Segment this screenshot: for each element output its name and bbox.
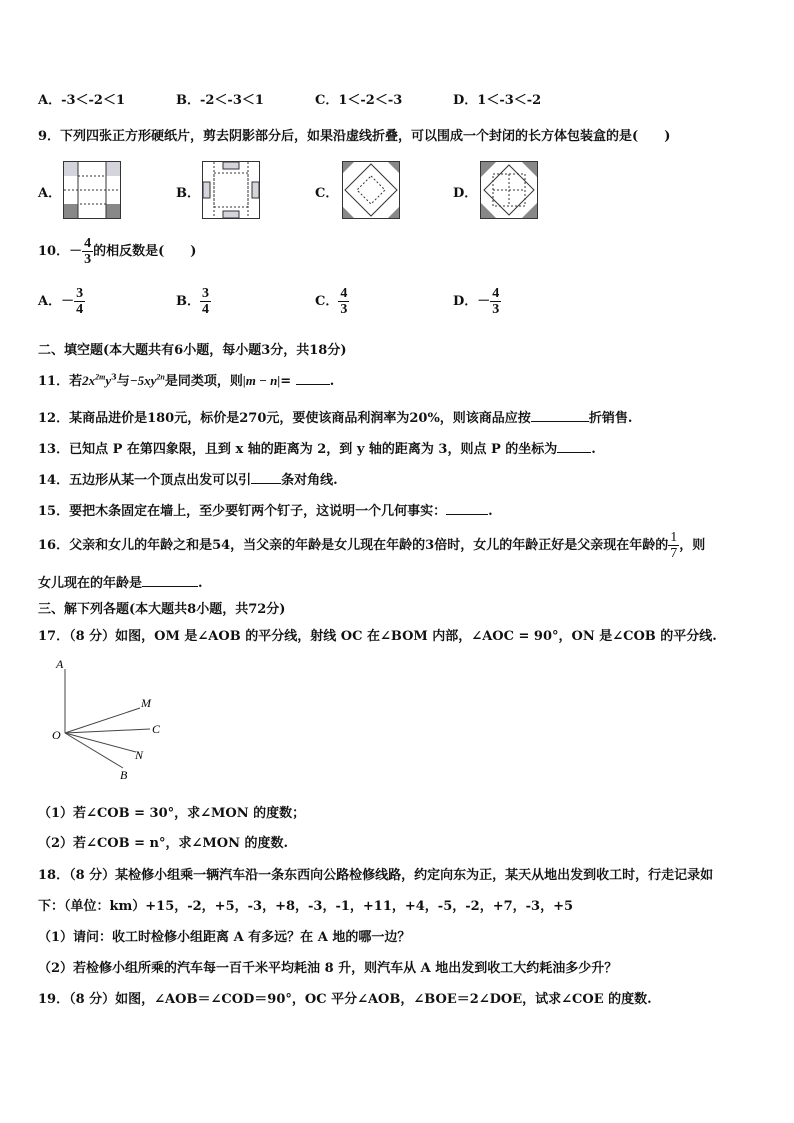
q15-answer-blank — [446, 502, 488, 515]
q8-option-b: B．-2＜-3＜1 — [176, 93, 264, 108]
q16-fraction: $\frac{1}{7}$ — [670, 530, 678, 561]
q10-stem — [38, 236, 196, 267]
q16-line2: 女儿现在的年龄是 . — [38, 576, 203, 591]
q10-option-c: C． $\frac{4}{3}$ — [315, 286, 348, 317]
q16-answer-blank — [142, 574, 198, 587]
label-n: N — [135, 748, 144, 762]
q9-label-c: C． — [315, 186, 339, 201]
q10-prefix: 10．－ — [38, 244, 83, 259]
q18-sub1: （1）请问：收工时检修小组距离 A 有多远？在 A 地的哪一边？ — [38, 930, 411, 945]
q9-figure-b — [202, 161, 260, 219]
q10-fraction: $\frac{4}{3}$ — [84, 236, 92, 267]
q10-suffix: 的相反数是( ) — [93, 244, 197, 259]
q12-answer-blank — [531, 409, 589, 422]
q13: 13．已知点 P 在第四象限，且到 x 轴的距离为 2，到 y 轴的距离为 3，则点 P 的坐标为 . — [38, 442, 596, 457]
q14: 14．五边形从某一个顶点出发可以引 条对角线. — [38, 473, 338, 488]
q12: 12．某商品进价是180元，标价是270元，要使该商品利润率为20%，则该商品应按 折销售. — [38, 411, 633, 426]
q9-label-d: D． — [453, 186, 478, 201]
section2-heading: 二、填空题(本大题共有6小题，每小题3分，共18分) — [38, 343, 347, 358]
q9-label-b: B． — [176, 186, 200, 201]
q17-sub1: （1）若∠COB = 30°，求∠MON 的度数； — [38, 806, 306, 821]
label-o: O — [52, 728, 61, 742]
q9-label-a: A． — [38, 186, 62, 201]
q17-sub2: （2）若∠COB = n°，求∠MON 的度数. — [38, 836, 289, 851]
q17-stem: 17．（8 分）如图，OM 是∠AOB 的平分线，射线 OC 在∠BOM 内部，∠AOC = 90°，ON 是∠COB 的平分线. — [38, 629, 717, 644]
q16-line1: 16．父亲和女儿的年龄之和是54，当父亲的年龄是女儿现在年龄的3倍时，女儿的年龄正好是父亲现在年龄的 $\frac{1}{7}$ ，则 — [38, 530, 706, 561]
q18-line1: 18．（8 分）某检修小组乘一辆汽车沿一条东西向公路检修线路，约定向东为正，某天从地出发到收工时，行走记录如 — [38, 868, 714, 883]
q9-stem: 9．下列四张正方形硬纸片，剪去阴影部分后，如果沿虚线折叠，可以围成一个封闭的长方体包装盒的是( ) — [38, 129, 671, 144]
q19-stem: 19．（8 分）如图，∠AOB＝∠COD＝90°，OC 平分∠AOB，∠BOE＝2∠DOE，试求∠COE 的度数. — [38, 992, 652, 1007]
q10-option-a: A．－ $\frac{3}{4}$ — [38, 286, 84, 317]
section3-heading: 三、解下列各题(本大题共8小题，共72分) — [38, 602, 286, 617]
q17-angle-figure — [40, 655, 180, 785]
q14-answer-blank — [251, 471, 281, 484]
q8-option-c: C．1＜-2＜-3 — [315, 93, 403, 108]
q18-line2: 下：（单位：km）+15，-2，+5，-3，+8，-3，-1，+11，+4，-5，-2，+7，-3，+5 — [38, 899, 574, 914]
q11-answer-blank — [296, 372, 330, 385]
label-m: M — [141, 696, 151, 710]
q9-figure-d — [480, 161, 538, 219]
q13-answer-blank — [557, 440, 591, 453]
q15: 15．要把木条固定在墙上，至少要钉两个钉子，这说明一个几何事实： . — [38, 504, 493, 519]
q11: 11．若$2x^{2m}y^3$与$-5xy^{2n}$是同类项，则|m − n|= . — [38, 371, 335, 389]
label-b: B — [120, 768, 128, 782]
q10-option-d: D．－ $\frac{4}{3}$ — [453, 286, 500, 317]
label-a: A — [56, 657, 64, 671]
q9-figure-c — [342, 161, 400, 219]
q9-figure-a — [63, 161, 121, 219]
q10-option-b: B． $\frac{3}{4}$ — [176, 286, 209, 317]
q8-option-d: D．1＜-3＜-2 — [453, 93, 542, 108]
label-c: C — [152, 722, 161, 736]
q18-sub2: （2）若检修小组所乘的汽车每一百千米平均耗油 8 升，则汽车从 A 地出发到收工大约耗油多少升？ — [38, 961, 618, 976]
q8-option-a: A．-3＜-2＜1 — [38, 93, 126, 108]
